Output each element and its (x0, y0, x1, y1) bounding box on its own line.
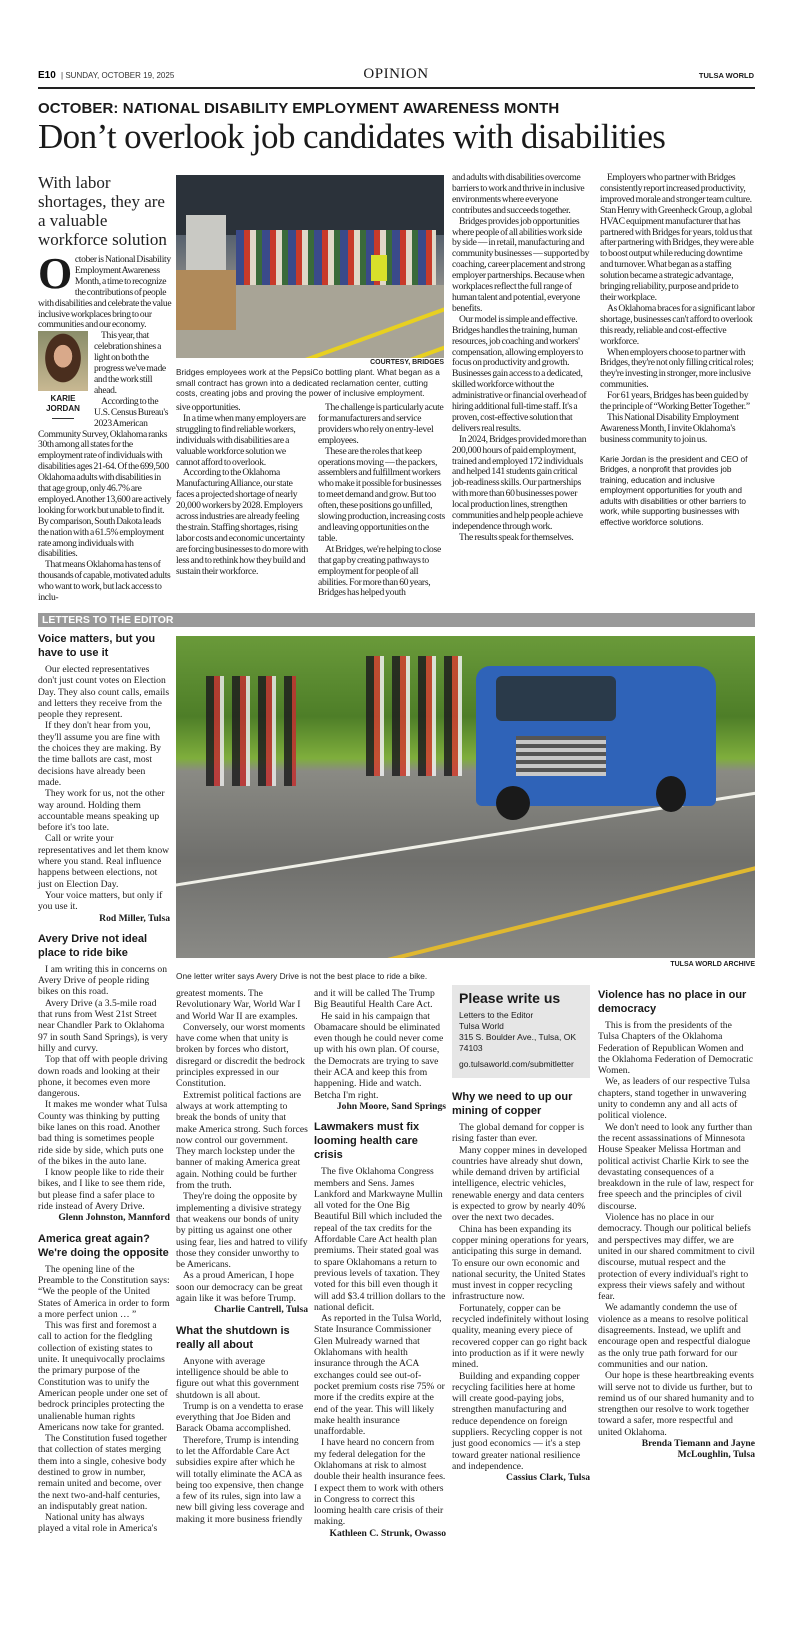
paragraph-group (452, 1122, 590, 1472)
letters-column-5 (598, 988, 755, 1469)
paragraph: He said in his campaign that Obamacare should be eliminated even though he could never come up with his own plan. Of course, the Democrats are trying to save their ACA and keep this from happening. Hide and watch. Betcha I'm right. (314, 1010, 444, 1101)
paragraph: The five Oklahoma Congress members and Sens. James Lankford and Markwayne Mullin all voted for the One Big Beautiful Bill which included the repeal of the tax credits for the Affordable Care Act health plan premiums. Their stated goal was to spare Oklahomans a return to previous levels of taxation. They voted for this bill even though it will add $3.4 trillion dollars to the national deficit. (314, 1166, 446, 1313)
paragraph: They work for us, not the other way around. Holding them accountable means speaking up before it's too late. (38, 788, 165, 834)
paragraph: In a time when many employers are struggling to find reliable workers, individuals with disabilities are a valuable workforce solution we cannot afford to overlook. (176, 412, 306, 468)
section-name: OPINION (363, 66, 429, 82)
paragraph: As reported in the Tulsa World, State Insurance Commissioner Glen Mulready warned that Oklahomans with health insurance through the ACA exchanges could see out-of-pocket premium costs rise 75% or more if the credits expire at the end of the year. This will likely make health insurance unaffordable. (314, 1313, 445, 1438)
submission-box (452, 985, 590, 1078)
paragraph: and adults with disabilities overcome barriers to work and thrive in inclusive environments where everyone contributes and succeeds together. (452, 172, 585, 216)
paragraph: For 61 years, Bridges has been guided by the principle of “Working Better Together.” (600, 390, 750, 413)
paper-name: TULSA WORLD (698, 71, 754, 80)
letters-banner: LETTERS TO THE EDITOR (38, 613, 755, 627)
author-bio: Karie Jordan is the president and CEO of Bridges, a nonprofit that provides job training, education and inclusive employment opportunities for youth and adults with disabilities or other barriers to work, while supporting businesses with effective workforce solutions. (600, 453, 748, 527)
article-headline: Don’t overlook job candidates with disabilities (38, 117, 666, 156)
letter-signature: Brenda Tiemann and Jayne McLoughlin, Tulsa (641, 1437, 755, 1461)
paragraph-group (176, 1356, 308, 1525)
paragraph: and it will be called The Trump Big Beautiful Health Care Act. (314, 988, 435, 1011)
letter-headline: Why we need to up our mining of copper (452, 1091, 573, 1117)
paragraph: sive opportunities. (176, 402, 241, 413)
truck-windshield (496, 676, 616, 721)
paragraph: Call or write your representatives and let them know where you stand. Real influence happens between elections, not just on Election Day. (38, 833, 170, 890)
author-divider (52, 418, 74, 419)
letter-headline: America great again? We're doing the opposite (38, 1232, 169, 1259)
worker-vest (371, 255, 387, 281)
paragraph: Therefore, Trump is intending to let the Affordable Care Act subsidies expire after which he will totally eliminate the ACA as being too expensive, then change a few of its rules, sign into law a new bill giving less coverage and making it more business friendly (176, 1434, 305, 1525)
paragraph: I know people like to ride their bikes, and I like to see them ride, but please find a safer place to ride instead of Avery Drive. (38, 1167, 166, 1213)
paragraph-group (600, 173, 755, 446)
paragraph: The opening line of the Preamble to the Constitution says: “We the people of the United States of America in order to form a more perfect union … ” (38, 1263, 170, 1320)
header-rule (38, 87, 755, 89)
paragraph: Many copper mines in developed countries have already shut down, while demand driven by artificial intelligence, electric vehicles, renewable energy and data centers is expected to grow by nearly 40% over the next two decades. (452, 1144, 587, 1224)
letters-column-3 (314, 988, 446, 1547)
paragraph-group (176, 403, 310, 578)
issue-date: SUNDAY, OCTOBER 19, 2025 (65, 71, 175, 80)
page-folio: E10 | SUNDAY, OCTOBER 19, 2025 (38, 70, 175, 81)
paragraph: According to the U.S. Census Bureau's 2023 American Community Survey, Oklahoma ranks 30th among all states for the employment rate of individuals with disabilities ages 21-64. Of the 699,500 Oklahoma adults with disabilities in that age group, only 46.7% are employed. Another 13,600 are actively looking for work but unable to find it. By comparison, South Dakota leads the nation with a 61.5% employment rate among individuals with disabilities. (38, 395, 172, 560)
submission-line: Letters to the Editor (459, 1010, 534, 1020)
paragraph: Conversely, our worst moments have come when that unity is broken by forces who distort, disregard or discredit the bedrock principles expressed in our Constitution. (176, 1021, 305, 1090)
paragraph: As Oklahoma braces for a significant labor shortage, businesses can't afford to overlook this ready, reliable and cost-effective workforce. (600, 302, 755, 347)
paragraph: China has been expanding its copper mining operations for years, anticipating this surge in demand. To ensure our own economic and national security, the United States must invest in copper recycling infrastructure now. (452, 1223, 589, 1303)
submission-address: 315 S. Boulder Ave., Tulsa, OK 74103 (459, 1032, 577, 1053)
paragraph: We, as leaders of our respective Tulsa chapters, stand together in unwavering unity to condemn any and all acts of political violence. (598, 1076, 750, 1122)
paragraph: Top that off with people driving down roads and looking at their phone, it becomes even more dangerous. (38, 1054, 168, 1100)
letter-headline: Voice matters, but you have to use it (38, 633, 156, 659)
paragraph: greatest moments. The Revolutionary War, World War I and World War II are examples. (176, 988, 301, 1022)
paragraph: This year, that celebration shines a light on both the progress we've made and the work still ahead. (94, 330, 166, 396)
letters-column-1 (38, 632, 170, 1535)
paragraph: They're doing the opposite by implementing a divisive strategy that weakens our bonds of unity by pitting us against one other using fear, lies and hatred to vilify those they consider unworthy to be Americans. (176, 1191, 308, 1271)
paragraph: That means Oklahoma has tens of thousands of capable, motivated adults who want to work, but lack access to inclu- (38, 559, 171, 604)
letter-signature: Rod Miller, Tulsa (99, 912, 170, 924)
paragraph-group (176, 988, 308, 1304)
paragraph: Your voice matters, but only if you use it. (38, 889, 163, 913)
paragraph: Anyone with average intelligence should be able to figure out what this government shutdown is all about. (176, 1355, 300, 1401)
submission-line: Tulsa World (459, 1021, 504, 1031)
lead-text: ctober is National Disability Employment Awareness Month, a time to recognize the contributions of people with disabilities and celebrate the value inclusive workplaces bring to our communities and our economy. (38, 254, 172, 331)
letters-column-4 (452, 985, 590, 1492)
cyclists-group-right (366, 656, 466, 776)
paragraph: When employers choose to partner with Bridges, they're not only filling critical roles; they're investing in stronger, more inclusive communities. (600, 346, 754, 391)
paragraph-group (38, 964, 170, 1213)
paragraph: This National Disability Employment Awareness Month, I invite Oklahoma's business community to join us. (600, 411, 739, 445)
paragraph: These are the roles that keep operations moving — the packers, assemblers and fulfillment workers who make it possible for businesses to meet demand and grow. But too often, these positions go unfilled, slowing production, increasing costs and leaving opportunities on the table. (318, 445, 445, 544)
author-photo (38, 331, 88, 391)
article-kicker: OCTOBER: NATIONAL DISABILITY EMPLOYMENT AWARENESS MONTH (38, 100, 560, 117)
paragraph: Violence has no place in our democracy. Though our political beliefs and perspectives may differ, we are united in our shared commitment to civil discourse, mutual respect and the protection of every individual's right to express their views safely and without fear. (598, 1212, 755, 1303)
letter-signature: John Moore, Sand Springs (336, 1100, 446, 1112)
paragraph: We adamantly condemn the use of violence as a means to resolve political disagreements. Instead, we uplift and encourage open and respectful dialogue as the only true path forward for our communities and our nation. (598, 1302, 751, 1370)
submission-link[interactable]: go.tulsaworld.com/submitletter (459, 1059, 574, 1069)
author-name: KARIE JORDAN (46, 394, 80, 414)
cyclists-photo (176, 636, 755, 958)
photo-caption: One letter writer says Avery Drive is not the best place to ride a bike. (176, 971, 428, 981)
paragraph: This was first and foremost a call to action for the fledgling collection of existing states to unite. It unequivocally proclaims the primary purpose of the Constitution was to unify the American people under one set of bedrock principles protecting the unalienable human rights Americans now take for granted. (38, 1320, 168, 1433)
author-headshot (38, 331, 88, 419)
submission-title: Please write us (459, 990, 561, 1006)
article-lead (38, 249, 172, 331)
paragraph: This is from the presidents of the Tulsa Chapters of the Oklahoma Federation of Republican Women and the Oklahoma Federation of Democratic Women. (598, 1020, 754, 1077)
paragraph-group (314, 1166, 446, 1528)
article-column-5 (600, 173, 755, 527)
cyclists-group-left (206, 676, 296, 786)
paragraph: Bridges provides job opportunities where people of all abilities work side by side — in retail, manufacturing and community businesses — supported by coaching, career placement and strong employer partnerships. Because when workplaces reflect the full range of human talent and potential, everyone benefits. (452, 215, 590, 314)
paragraph: It makes me wonder what Tulsa County was thinking by putting bike lanes on this road. Another bad thing is sometimes people ride side by side, which puts one of the bikes in the auto lane. (38, 1099, 168, 1167)
paragraph: The challenge is particularly acute for manufacturers and service providers who rely on entry-level employees. (318, 402, 444, 446)
truck-grille (516, 736, 606, 776)
paragraph: Building and expanding copper recycling facilities here at home will create good-paying jobs, strengthen manufacturing and reduce dependence on foreign suppliers. Recycling copper is not just good economics — it's a step toward greater national resilience and independence. (452, 1370, 583, 1472)
letter-signature: Glenn Johnston, Mannford (58, 1212, 170, 1224)
article-column-4 (452, 173, 592, 544)
letter-headline: What the shutdown is really all about (176, 1324, 290, 1351)
drop-cap: O (38, 249, 72, 298)
paragraph-group (38, 1264, 170, 1535)
page-number: E10 (38, 70, 56, 81)
photo-caption: Bridges employees work at the PepsiCo bottling plant. What began as a small contract has grown into a dedicated reclamation center, cutting costs, creating jobs and proving the power of inclusive employment. (176, 367, 440, 398)
paragraph: Employers who partner with Bridges consistently report increased productivity, improved morale and stronger team culture. Stan Henry with Greenheck Group, a global HVAC equipment manufacturer that has partnered with Bridges for years, told us that after partnering with Bridges, they were able to boost output while reducing downtime and turnover. What began as a staffing solution became a strategic advantage, bringing reliability, purpose and pride to their workplace. (600, 172, 754, 303)
paragraph: Avery Drive (a 3.5-mile road that runs from West 21st Street near Chandler Park to Oklahoma 97 in south Sand Springs), is very hilly and curvy. (38, 997, 168, 1054)
letter-signature: Kathleen C. Strunk, Owasso (329, 1527, 446, 1539)
paragraph: Trump is on a vendetta to erase everything that Joe Biden and Barack Obama accomplished. (176, 1400, 304, 1435)
paragraph-group (318, 403, 445, 599)
paragraph: According to the Oklahoma Manufacturing Alliance, our state faces a projected shortage of nearly 20,000 workers by 2028. Employers across industries are already feeling the strain. Staffing shortages, rising labor costs and economic uncertainty are forcing businesses to do more with less and to rethink how they build and sustain their workforce. (176, 467, 308, 577)
letter-signature: Charlie Cantrell, Tulsa (214, 1304, 308, 1316)
paragraph: At Bridges, we're helping to close that gap by creating pathways to employment for people of all abilities. For more than 60 years, Bridges has helped youth (318, 543, 441, 599)
photo-credit: COURTESY, BRIDGES (370, 359, 444, 366)
paragraph: Fortunately, copper can be recycled indefinitely without losing quality, meaning every piece of recovered copper can go right back into production as if it were newly mined. (452, 1302, 589, 1371)
paragraph: In 2024, Bridges provided more than 200,000 hours of paid employment, trained and employed 172 individuals and helped 141 students gain critical job-readiness skills. Our partnerships with more than 60 businesses power local production lines, strengthen communities and help people achieve independence through work. (452, 433, 587, 532)
article-column-2 (176, 403, 310, 578)
letter-signature: Cassius Clark, Tulsa (506, 1472, 590, 1484)
paragraph: The results speak for themselves. (459, 531, 574, 543)
article-deck: With labor shortages, they are a valuable workforce solution (38, 173, 167, 249)
letter-headline: Lawmakers must fix looming health care crisis (314, 1121, 420, 1162)
paragraph: As a proud American, I hope soon our democracy can be great again like it was before Trump. (176, 1270, 303, 1305)
sign-board (186, 215, 226, 275)
paragraph-group (38, 664, 170, 913)
paragraph: I have heard no concern from my federal delegation for the Oklahomans at risk to almost double their health insurance fees. I expect them to work with others in Congress to correct this looming health care crisis of their making. (314, 1437, 446, 1528)
paragraph-group (314, 988, 446, 1101)
warehouse-photo (176, 175, 444, 358)
paragraph: Our elected representatives don't just count votes on Election Day. They also count calls, emails and letters they receive from the people they represent. (38, 664, 170, 721)
paragraph: We don't need to look any further than the recent assassinations of Minnesota House Speaker Melissa Hortman and political activist Charlie Kirk to see the devastating consequences of a breakdown in the rule of law, respect for free speech and the principles of civil discourse. (598, 1121, 754, 1212)
letter-headline: Violence has no place in our democracy (598, 989, 747, 1015)
letter-headline: Avery Drive not ideal place to ride bike (38, 932, 148, 959)
paragraph: The global demand for copper is rising faster than ever. (452, 1122, 584, 1145)
paragraph: I am writing this in concerns on Avery Drive of people riding bikes on this road. (38, 963, 168, 998)
paragraph: Extremist political factions are always at work attempting to break the bonds of unity that make America strong. Such forces now control our government. They march lockstep under the banner of making America great again. Nothing could be further from the truth. (176, 1089, 308, 1192)
paragraph: Our model is simple and effective. Bridges handles the training, human resources, job coaching and workers' compensation, allowing employers to focus on productivity and growth. Businesses gain access to a dedicated, skilled workforce without the administrative or financial overhead of hiring additional full-time staff. It's a proven, cost-effective solution that delivers real results. (452, 313, 587, 434)
paragraph: Our hope is these heartbreaking events will serve not to divide us further, but to remind us of our shared humanity and to strengthen our resolve to work together toward a safer, more respectful and united Oklahoma. (598, 1370, 754, 1438)
article-column-3 (318, 403, 445, 599)
letters-column-2 (176, 988, 308, 1525)
paragraph-group (452, 173, 592, 544)
paragraph: National unity has always played a vital role in America's (38, 1512, 158, 1535)
paragraph: The Constitution fused together that collection of states merging them into a single, cohesive body destined to grow in number, remain united and become, over the next two-and-half centuries, an indisputably great nation. (38, 1433, 167, 1512)
paragraph-group (598, 1020, 755, 1438)
photo-credit: TULSA WORLD ARCHIVE (670, 961, 755, 968)
paragraph: If they don't hear from you, they'll assume you are fine with the choices they are making. By the time ballots are cast, most decisions have already been made. (38, 720, 162, 788)
article-column-1 (38, 173, 172, 604)
